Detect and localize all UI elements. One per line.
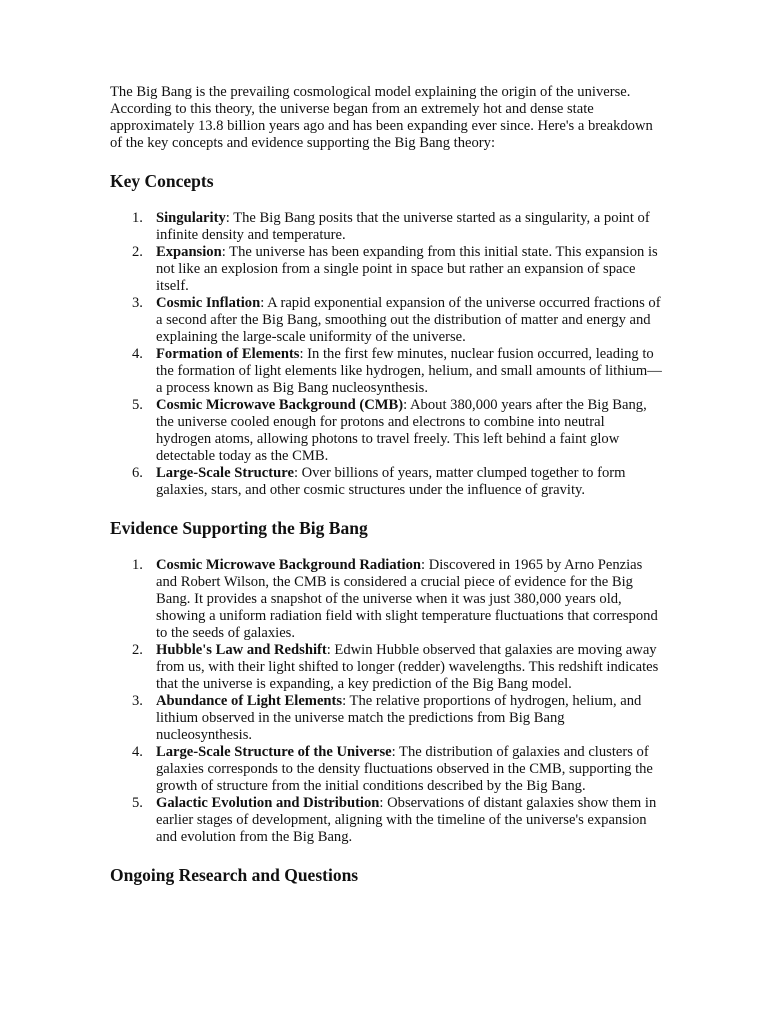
list-item-term: Hubble's Law and Redshift	[156, 642, 327, 658]
list-item-term: Expansion	[156, 244, 222, 260]
list-item-text: : Edwin Hubble observed that galaxies are moving away from us, with their light shifted to longer (redder) wavelengths. This redshift indicates that the universe is expanding, a key prediction of the Big Bang model.	[156, 642, 659, 692]
list-item-term: Large-Scale Structure of the Universe	[156, 744, 392, 760]
evidence-list	[110, 557, 662, 846]
list-item-text: : The distribution of galaxies and clusters of galaxies corresponds to the density fluctuations observed in the CMB, supporting the growth of structure from the initial conditions described by the Big Bang.	[156, 744, 653, 794]
list-item: 6. Large-Scale Structure: Over billions of years, matter clumped together to form galaxies, stars, and other cosmic structures under the influence of gravity.	[132, 465, 626, 498]
list-item-text: : Observations of distant galaxies show them in earlier stages of development, aligning with the timeline of the universe's expansion and evolution from the Big Bang.	[156, 795, 657, 845]
list-item: 5. Galactic Evolution and Distribution: Observations of distant galaxies show them in earlier stages of development, aligning with the timeline of the universe's expansion and evolution from the Big Bang.	[132, 795, 657, 845]
list-item-text: : Discovered in 1965 by Arno Penzias and Robert Wilson, the CMB is considered a crucial piece of evidence for the Big Bang. It provides a snapshot of the universe when it was just 380,000 years old, showing a uniform radiation field with slight temperature fluctuations that correspond to the seeds of galaxies.	[156, 557, 658, 641]
list-item-term: Galactic Evolution and Distribution	[156, 795, 380, 811]
list-item-term: Formation of Elements	[156, 346, 300, 362]
list-item-term: Singularity	[156, 210, 226, 226]
list-item: 1. Singularity: The Big Bang posits that the universe started as a singularity, a point of infinite density and temperature.	[132, 210, 650, 243]
list-item-term: Large-Scale Structure	[156, 465, 294, 481]
list-item-text: : A rapid exponential expansion of the universe occurred fractions of a second after the Big Bang, smoothing out the distribution of matter and energy and explaining the large-scale uniformity of the universe.	[156, 295, 661, 345]
list-item-text: : Over billions of years, matter clumped together to form galaxies, stars, and other cosmic structures under the influence of gravity.	[156, 465, 626, 498]
document-page	[110, 84, 662, 885]
evidence-heading: Evidence Supporting the Big Bang	[110, 518, 368, 538]
list-item-text: : The universe has been expanding from this initial state. This expansion is not like an explosion from a single point in space but rather an expansion of space itself.	[156, 244, 658, 294]
list-item: 3. Abundance of Light Elements: The relative proportions of hydrogen, helium, and lithium observed in the universe match the predictions from Big Bang nucleosynthesis.	[132, 693, 642, 743]
list-item-text: : The relative proportions of hydrogen, helium, and lithium observed in the universe match the predictions from Big Bang nucleosynthesis.	[156, 693, 642, 743]
list-item-term: Abundance of Light Elements	[156, 693, 343, 709]
ongoing-research-heading: Ongoing Research and Questions	[110, 865, 359, 885]
list-item-text: : About 380,000 years after the Big Bang, the universe cooled enough for protons and electrons to combine into neutral hydrogen atoms, allowing photons to travel freely. This left behind a faint glow detectable today as the CMB.	[156, 397, 647, 464]
intro-paragraph: The Big Bang is the prevailing cosmological model explaining the origin of the universe. According to this theory, the universe began from an extremely hot and dense state approximately 13.8 billion years ago and has been expanding ever since. Here's a breakdown of the key concepts and evidence supporting the Big Bang theory:	[110, 84, 653, 151]
list-item-text: : The Big Bang posits that the universe started as a singularity, a point of infinite density and temperature.	[156, 210, 650, 243]
list-item: 3. Cosmic Inflation: A rapid exponential expansion of the universe occurred fractions of a second after the Big Bang, smoothing out the distribution of matter and energy and explaining the large-scale uniformity of the universe.	[132, 295, 661, 345]
list-item: 4. Large-Scale Structure of the Universe: The distribution of galaxies and clusters of galaxies corresponds to the density fluctuations observed in the CMB, supporting the growth of structure from the initial conditions described by the Big Bang.	[132, 744, 653, 794]
list-item-term: Cosmic Microwave Background Radiation	[156, 557, 421, 573]
list-item-term: Cosmic Microwave Background (CMB)	[156, 397, 404, 413]
key-concepts-heading: Key Concepts	[110, 171, 214, 191]
key-concepts-list	[110, 210, 662, 499]
list-item-term: Cosmic Inflation	[156, 295, 261, 311]
list-item: 1. Cosmic Microwave Background Radiation: Discovered in 1965 by Arno Penzias and Robert Wilson, the CMB is considered a crucial piece of evidence for the Big Bang. It provides a snapshot of the universe when it was just 380,000 years old, showing a uniform radiation field with slight temperature fluctuations that correspond to the seeds of galaxies.	[132, 557, 658, 641]
list-item: 5. Cosmic Microwave Background (CMB): About 380,000 years after the Big Bang, the universe cooled enough for protons and electrons to combine into neutral hydrogen atoms, allowing photons to travel freely. This left behind a faint glow detectable today as the CMB.	[132, 397, 647, 464]
list-item: 2. Hubble's Law and Redshift: Edwin Hubble observed that galaxies are moving away from us, with their light shifted to longer (redder) wavelengths. This redshift indicates that the universe is expanding, a key prediction of the Big Bang model.	[132, 642, 659, 692]
list-item-text: : In the first few minutes, nuclear fusion occurred, leading to the formation of light elements like hydrogen, helium, and small amounts of lithium—a process known as Big Bang nucleosynthesis.	[156, 346, 662, 396]
list-item: 2. Expansion: The universe has been expanding from this initial state. This expansion is not like an explosion from a single point in space but rather an expansion of space itself.	[132, 244, 658, 294]
list-item: 4. Formation of Elements: In the first few minutes, nuclear fusion occurred, leading to the formation of light elements like hydrogen, helium, and small amounts of lithium—a process known as Big Bang nucleosynthesis.	[132, 346, 662, 396]
